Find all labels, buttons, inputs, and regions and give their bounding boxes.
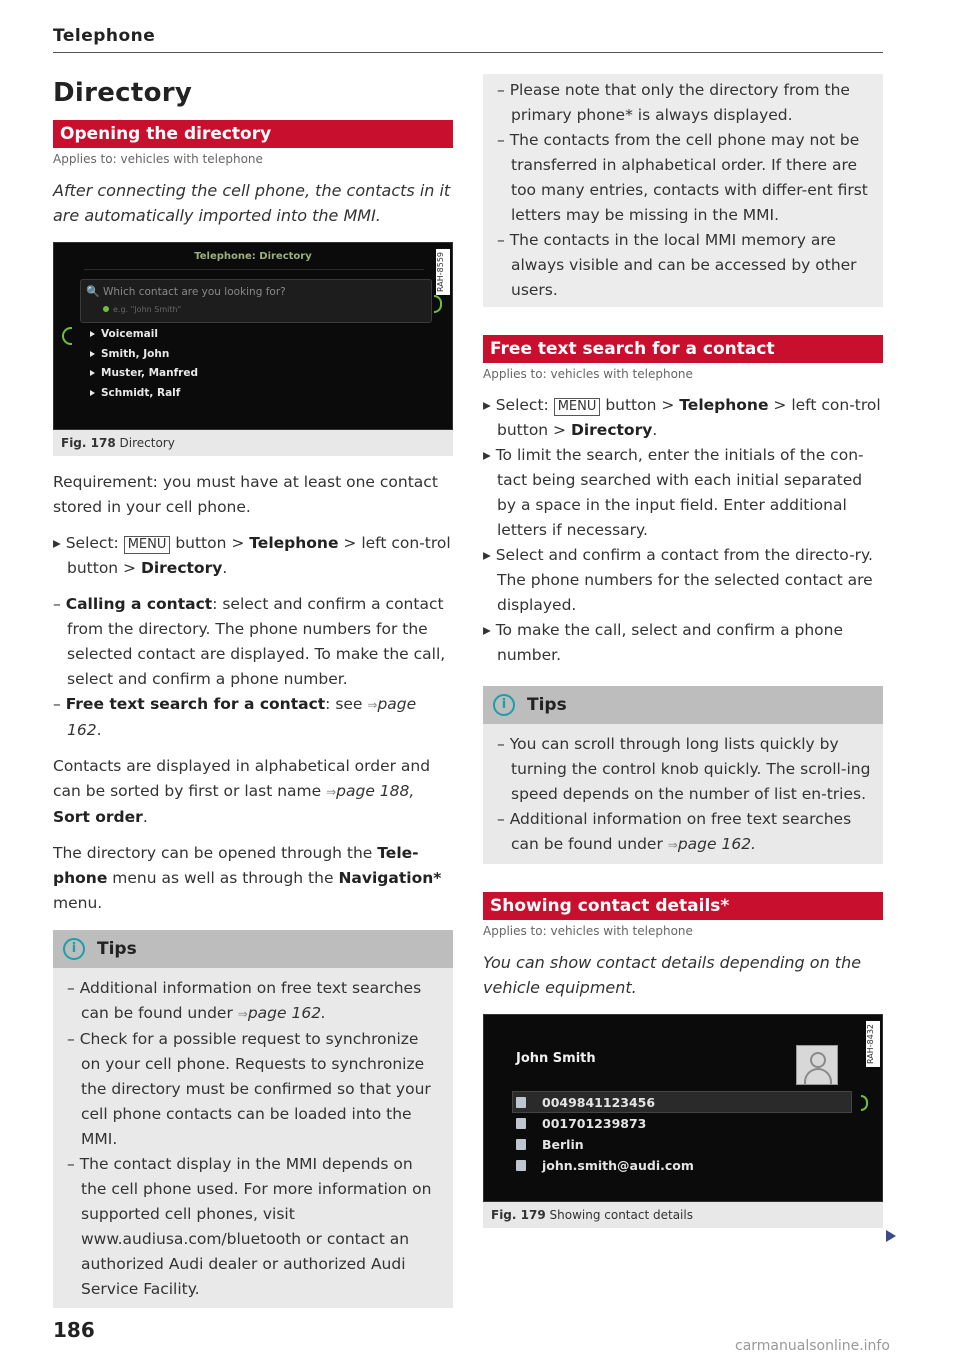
sorting-text: Contacts are displayed in alphabetical order and can be sorted by first or last name ⇒page 188, Sort order. bbox=[53, 757, 431, 826]
selection-bracket-icon bbox=[62, 327, 72, 345]
figure-caption: Fig. 179 Showing contact details bbox=[483, 1202, 883, 1228]
tip-item: – Check for a possible request to synchronize on your cell phone. Requests to synchronize the directory must be confirmed so that your cell phone contacts can be loaded into the MMI. bbox=[67, 1030, 431, 1148]
left-column bbox=[53, 74, 453, 1308]
info-icon: i bbox=[493, 694, 515, 716]
arrow-icon: ⇒ bbox=[237, 1007, 248, 1021]
page-heading: Directory bbox=[53, 78, 193, 108]
control-knob-icon bbox=[861, 1095, 868, 1111]
list-item: Schmidt, Ralf bbox=[90, 384, 198, 404]
tip-item: – You can scroll through long lists quickly by turning the control knob quickly. The scroll-ing speed depends on the number of list en-tries. bbox=[497, 735, 871, 803]
right-column bbox=[483, 74, 883, 1228]
requirement-text: Requirement: you must have at least one contact stored in your cell phone. bbox=[53, 473, 438, 516]
list-item: 0049841123456 bbox=[516, 1092, 694, 1113]
search-prompt: Which contact are you looking for? bbox=[103, 286, 286, 298]
tips-header: i Tips bbox=[53, 930, 453, 968]
step-item: ▸ Select and confirm a contact from the directo-ry. The phone numbers for the selected contact are displayed. bbox=[483, 546, 873, 614]
list-item: Voicemail bbox=[90, 325, 198, 345]
step-item: ▸ To limit the search, enter the initials of the con-tact being searched with each initial separated by a space in the input field. Enter additional letters if necessary. bbox=[483, 446, 864, 539]
section-title-opening: Opening the directory bbox=[53, 120, 453, 148]
contact-name: John Smith bbox=[516, 1051, 596, 1066]
tip-item: – Additional information on free text searches can be found under ⇒page 162. bbox=[497, 810, 852, 853]
watermark: carmanualsonline.info bbox=[735, 1338, 890, 1354]
section-title-free-text: Free text search for a contact bbox=[483, 335, 883, 363]
section-header: Telephone bbox=[53, 26, 156, 46]
calling-contact-item: – Calling a contact: select and confirm a contact from the directory. The phone numbers for the selected contact are displayed. To make the call, select and confirm a phone number. bbox=[53, 595, 446, 688]
contact-details-list bbox=[516, 1092, 694, 1176]
arrow-right-icon bbox=[90, 390, 95, 396]
intro-text: You can show contact details depending on the vehicle equipment. bbox=[483, 953, 862, 997]
opened-text: The directory can be opened through the Tele-phone menu as well as through the Navigation* menu. bbox=[53, 844, 442, 912]
figure-tag: RAH-8432 bbox=[866, 1021, 880, 1067]
phone-icon bbox=[516, 1097, 526, 1108]
tip-item: – The contact display in the MMI depends on the cell phone used. For more information on supported cell phones, visit www.audiusa.com/bluetooth or contact an authorized Audi dealer or authorized Audi Service Facility. bbox=[67, 1155, 432, 1298]
contact-search-field bbox=[80, 279, 432, 323]
control-knob-icon bbox=[434, 295, 442, 313]
address-icon bbox=[516, 1139, 526, 1150]
notes-box bbox=[483, 74, 883, 307]
list-item: Smith, John bbox=[90, 345, 198, 365]
input-dot-icon bbox=[103, 306, 109, 312]
step-item: ▸ To make the call, select and confirm a phone number. bbox=[483, 621, 844, 664]
screen-title: Telephone: Directory bbox=[194, 251, 312, 262]
arrow-right-icon bbox=[90, 331, 95, 337]
list-item: john.smith@audi.com bbox=[516, 1155, 694, 1176]
applies-to: Applies to: vehicles with telephone bbox=[53, 152, 263, 166]
email-icon bbox=[516, 1160, 526, 1171]
screen-divider bbox=[84, 269, 424, 270]
arrow-icon: ⇒ bbox=[367, 698, 378, 712]
info-icon: i bbox=[63, 938, 85, 960]
figure-tag: RAH-8559 bbox=[436, 249, 450, 295]
list-item: 001701239873 bbox=[516, 1113, 694, 1134]
menu-key: MENU bbox=[124, 536, 171, 554]
step-item: ▸ Select: MENU button > Telephone > left con-trol button > Directory. bbox=[483, 396, 881, 439]
mobile-phone-icon bbox=[516, 1118, 526, 1129]
note-item: – The contacts from the cell phone may not be transferred in alphabetical order. If there are too many entries, contacts with differ-ent first letters may be missing in the MMI. bbox=[497, 131, 868, 224]
arrow-icon: ⇒ bbox=[667, 838, 678, 852]
note-item: – Please note that only the directory from the primary phone* is always displayed. bbox=[497, 81, 850, 124]
arrow-icon: ⇒ bbox=[326, 785, 337, 799]
section-title-contact-details: Showing contact details* bbox=[483, 892, 883, 920]
tips-box bbox=[53, 930, 453, 1308]
applies-to: Applies to: vehicles with telephone bbox=[483, 367, 693, 381]
list-item: Berlin bbox=[516, 1134, 694, 1155]
list-item: Muster, Manfred bbox=[90, 364, 198, 384]
figure-caption: Fig. 178 Directory bbox=[53, 430, 453, 456]
menu-key: MENU bbox=[554, 398, 601, 416]
tip-item: – Additional information on free text searches can be found under ⇒page 162. bbox=[67, 979, 422, 1022]
note-item: – The contacts in the local MMI memory are always visible and can be accessed by other users. bbox=[497, 231, 857, 299]
tips-header: i Tips bbox=[483, 686, 883, 724]
avatar-icon bbox=[796, 1045, 838, 1085]
contact-list bbox=[90, 325, 198, 403]
applies-to: Applies to: vehicles with telephone bbox=[483, 924, 693, 938]
continue-arrow-icon bbox=[886, 1230, 896, 1242]
header-rule bbox=[53, 52, 883, 53]
arrow-right-icon bbox=[90, 370, 95, 376]
figure-178-screen bbox=[53, 242, 453, 430]
search-example: e.g. "John Smith" bbox=[103, 305, 181, 314]
intro-text: After connecting the cell phone, the contacts in it are automatically imported into the MMI. bbox=[53, 181, 451, 225]
select-step: ▸ Select: MENU button > Telephone > left con-trol button > Directory. bbox=[53, 534, 451, 577]
arrow-right-icon bbox=[90, 351, 95, 357]
tips-box bbox=[483, 686, 883, 864]
figure-179-screen bbox=[483, 1014, 883, 1202]
page-number: 186 bbox=[53, 1318, 95, 1342]
search-icon: 🔍 bbox=[86, 285, 100, 298]
free-text-item: – Free text search for a contact: see ⇒page 162. bbox=[53, 695, 417, 739]
